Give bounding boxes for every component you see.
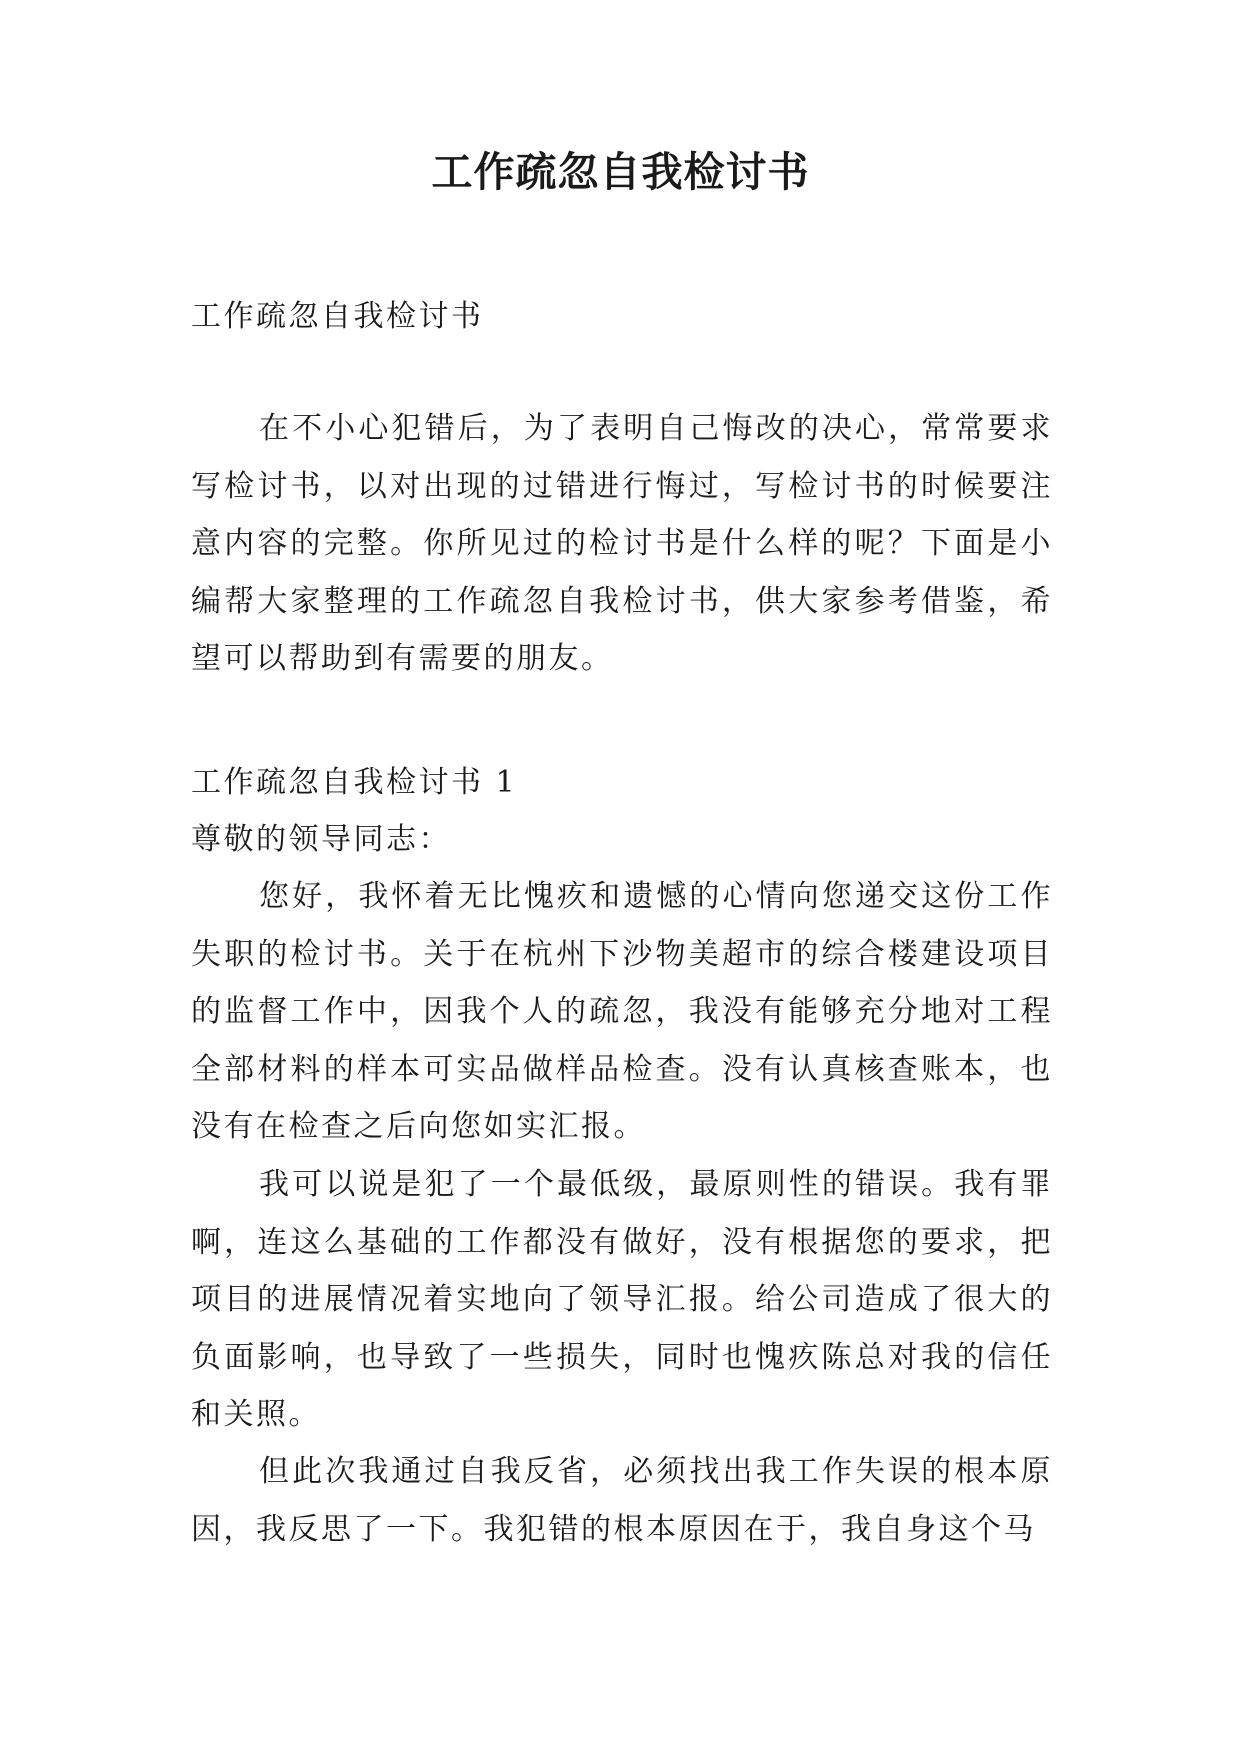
body-paragraph: 我可以说是犯了一个最低级，最原则性的错误。我有罪啊，连这么基础的工作都没有做好，没有根据您的要求，把项目的进展情况着实地向了领导汇报。给公司造成了很大的负面影响，也导致了一些损失，同时也愧疚陈总对我的信任和关照。	[191, 1167, 1053, 1432]
body-paragraph: 您好，我怀着无比愧疚和遗憾的心情向您递交这份工作失职的检讨书。关于在杭州下沙物美超市的综合楼建设项目的监督工作中，因我个人的疏忽，我没有能够充分地对工程全部材料的样本可实品做样品检查。没有认真核查账本，也没有在检查之后向您如实汇报。	[191, 879, 1053, 1144]
salutation: 尊敬的领导同志：	[191, 822, 451, 857]
section-heading: 工作疏忽自我检讨书 1	[191, 765, 518, 800]
document-title: 工作疏忽自我检讨书	[431, 148, 810, 196]
body-paragraph: 但此次我通过自我反省，必须找出我工作失误的根本原因，我反思了一下。我犯错的根本原因在于，我自身这个马	[191, 1454, 1053, 1547]
intro-paragraph: 在不小心犯错后，为了表明自己悔改的决心，常常要求写检讨书，以对出现的过错进行悔过，写检讨书的时候要注意内容的完整。你所见过的检讨书是什么样的呢？下面是小编帮大家整理的工作疏忽自我检讨书，供大家参考借鉴，希望可以帮助到有需要的朋友。	[191, 411, 1053, 676]
document-subtitle: 工作疏忽自我检讨书	[191, 299, 484, 334]
